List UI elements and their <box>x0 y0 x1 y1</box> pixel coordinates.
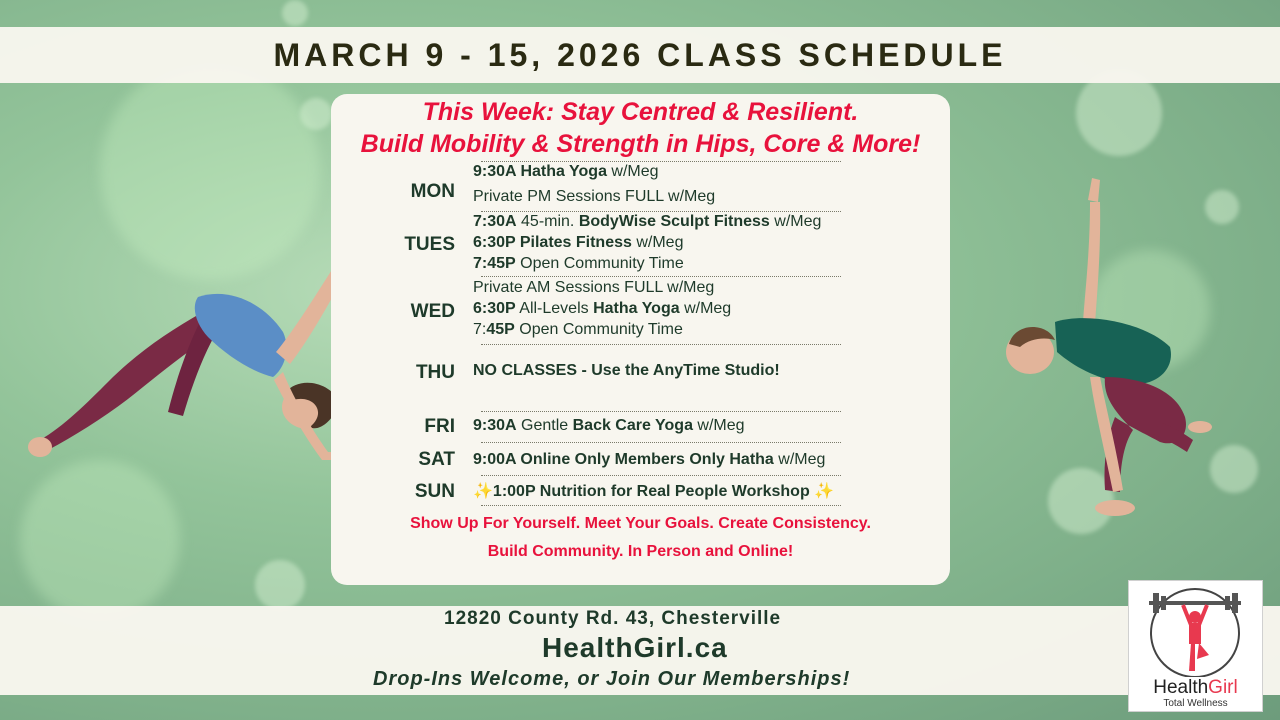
schedule-line <box>473 163 659 181</box>
divider <box>481 442 841 443</box>
headline-line-1: This Week: Stay Centred & Resilient. <box>422 98 859 126</box>
schedule-line <box>473 279 714 297</box>
schedule-text-run: w/Meg <box>631 234 684 251</box>
schedule-text-run: 45-min. <box>516 213 579 230</box>
tagline-line-2: Build Community. In Person and Online! <box>487 543 794 560</box>
bokeh-circle <box>1210 445 1258 493</box>
schedule-line <box>473 321 683 339</box>
schedule-text-run: w/Meg <box>679 300 732 317</box>
schedule-text-run: 7:30A <box>473 213 517 230</box>
bokeh-circle <box>300 98 332 130</box>
schedule-line <box>473 188 715 206</box>
divider <box>481 276 841 277</box>
schedule-line <box>473 451 825 469</box>
weightlifter-tree-pose-icon <box>1129 581 1262 677</box>
day-label-tues: TUES <box>404 234 455 255</box>
schedule-text-run: 7:45P <box>473 255 516 272</box>
schedule-text-run: ✨1:00P Nutrition for Real People Workshop ✨ <box>473 483 835 500</box>
day-label-thu: THU <box>415 362 455 383</box>
divider <box>481 505 841 506</box>
schedule-text-run: Gentle <box>516 417 573 434</box>
tagline-line-1: Show Up For Yourself. Meet Your Goals. Create Consistency. <box>410 515 871 532</box>
logo-word-health: Health <box>1153 677 1209 698</box>
bokeh-circle <box>282 0 308 26</box>
schedule-text-run: w/Meg <box>769 213 822 230</box>
schedule-line <box>473 234 683 252</box>
schedule-text-run: Open Community Time <box>515 255 684 272</box>
logo-subtitle: Total Wellness <box>1163 698 1228 709</box>
schedule-card <box>331 94 950 585</box>
day-label-wed: WED <box>410 301 455 322</box>
schedule-line <box>473 481 834 501</box>
divider <box>481 344 841 345</box>
website-link[interactable]: HealthGirl.ca <box>542 632 728 663</box>
schedule-line <box>473 417 745 435</box>
schedule-text-run: Private PM Sessions FULL w/Meg <box>473 188 716 205</box>
schedule-text-run: w/Meg <box>606 163 659 180</box>
page-title: MARCH 9 - 15, 2026 CLASS SCHEDULE <box>273 36 1007 73</box>
bokeh-circle <box>255 560 305 610</box>
membership-cta: Drop-Ins Welcome, or Join Our Memberships! <box>373 668 851 690</box>
right-yoga-figure-illustration <box>995 172 1215 524</box>
divider <box>481 211 841 212</box>
day-label-mon: MON <box>410 181 455 202</box>
divider <box>481 161 841 162</box>
schedule-line <box>473 300 731 318</box>
address-text: 12820 County Rd. 43, Chesterville <box>444 608 782 629</box>
bokeh-circle <box>20 460 180 620</box>
schedule-text-run: 6:30P Pilates Fitness <box>473 234 632 251</box>
schedule-line <box>473 362 780 380</box>
healthgirl-logo <box>1128 580 1263 712</box>
schedule-text-run: 9:30A <box>473 417 517 434</box>
schedule-text-run: BodyWise Sculpt Fitness <box>578 213 770 230</box>
schedule-text-run: 7: <box>473 321 487 338</box>
schedule-text-run: w/Meg <box>773 451 826 468</box>
divider <box>481 475 841 476</box>
schedule-line <box>473 255 684 273</box>
day-label-fri: FRI <box>424 416 455 437</box>
schedule-text-run: Hatha Yoga <box>520 163 607 180</box>
day-label-sat: SAT <box>418 449 455 470</box>
divider <box>481 411 841 412</box>
schedule-line <box>473 213 821 231</box>
schedule-text-run: Private AM Sessions FULL w/Meg <box>473 279 715 296</box>
schedule-text-run: 9:00A Online Only Members Only Hatha <box>473 451 774 468</box>
day-label-sun: SUN <box>414 481 455 502</box>
schedule-text-run: Open Community Time <box>514 321 683 338</box>
logo-word-girl: Girl <box>1208 677 1238 698</box>
headline-line-2: Build Mobility & Strength in Hips, Core & More! <box>360 130 921 158</box>
schedule-text-run: NO CLASSES - Use the AnyTime Studio! <box>473 362 780 379</box>
schedule-text-run: All-Levels <box>515 300 594 317</box>
schedule-text-run: w/Meg <box>692 417 745 434</box>
schedule-text-run: 45P <box>486 321 515 338</box>
logo-wordmark <box>1129 677 1262 699</box>
schedule-text-run: Hatha Yoga <box>593 300 680 317</box>
left-yoga-figure-illustration <box>28 222 358 472</box>
schedule-text-run: 6:30P <box>473 300 516 317</box>
title-banner <box>0 27 1280 83</box>
schedule-text-run: 9:30A <box>473 163 521 180</box>
schedule-text-run: Back Care Yoga <box>572 417 693 434</box>
